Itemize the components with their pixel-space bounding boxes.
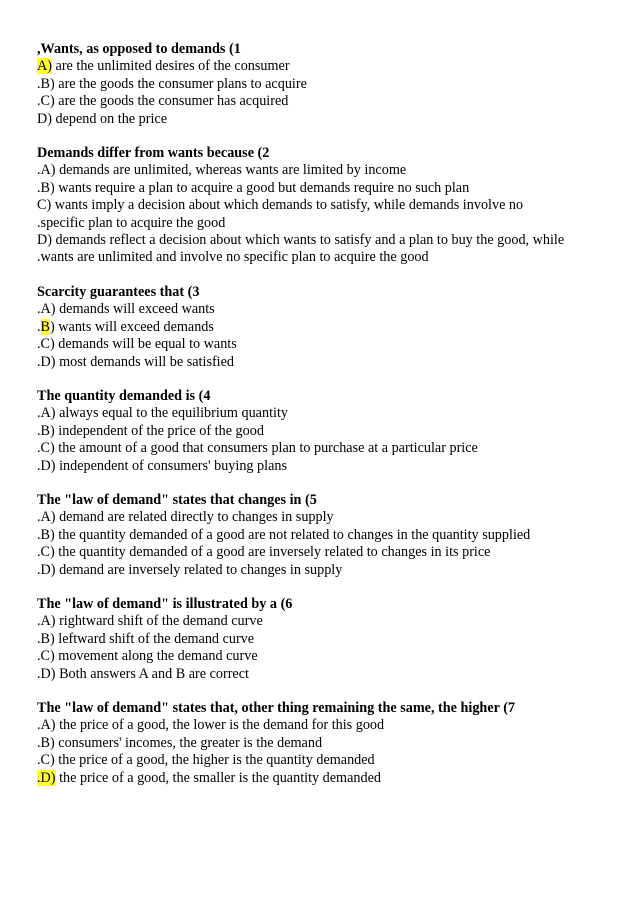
question-block bbox=[37, 596, 617, 683]
question-title: ,Wants, as opposed to demands (1 bbox=[37, 41, 241, 57]
option-text: .C) are the goods the consumer has acquired bbox=[37, 93, 289, 110]
answer-option bbox=[37, 76, 617, 93]
option-text: .B) wants require a plan to acquire a good but demands require no such plan bbox=[37, 179, 470, 196]
answer-option bbox=[37, 354, 617, 371]
answer-option bbox=[37, 249, 617, 266]
answer-option bbox=[37, 440, 617, 457]
question-block bbox=[37, 388, 617, 475]
answer-option bbox=[37, 752, 617, 769]
option-text: .wants are unlimited and involve no specific plan to acquire the good bbox=[37, 249, 429, 266]
option-text: .C) movement along the demand curve bbox=[37, 648, 258, 665]
option-text: .A) the price of a good, the lower is the demand for this good bbox=[37, 717, 385, 734]
question-title: The "law of demand" is illustrated by a (6 bbox=[37, 595, 293, 612]
option-text: .A) always equal to the equilibrium quantity bbox=[37, 405, 288, 422]
answer-option bbox=[37, 666, 617, 683]
question-title: The "law of demand" states that changes in (5 bbox=[37, 491, 317, 508]
answer-option bbox=[37, 613, 617, 630]
answer-option bbox=[37, 215, 617, 232]
question-block bbox=[37, 700, 617, 787]
option-text: .A) demands are unlimited, whereas wants are limited by income bbox=[37, 162, 407, 179]
answer-option bbox=[37, 770, 617, 787]
answer-option bbox=[37, 458, 617, 475]
answer-option bbox=[37, 735, 617, 752]
option-text: D) demands reflect a decision about which wants to satisfy and a plan to buy the good, while bbox=[37, 232, 565, 249]
option-text: D) depend on the price bbox=[37, 110, 168, 127]
option-text: ) wants will exceed demands bbox=[50, 318, 214, 335]
question-block bbox=[37, 145, 617, 267]
option-text: .D) independent of consumers' buying plans bbox=[37, 457, 287, 474]
option-prefix: . bbox=[37, 318, 41, 335]
option-text: .C) the quantity demanded of a good are inversely related to changes in its price bbox=[37, 544, 491, 561]
answer-option bbox=[37, 93, 617, 110]
option-text: .B) consumers' incomes, the greater is the demand bbox=[37, 734, 323, 751]
answer-option bbox=[37, 319, 617, 336]
option-text: .B) leftward shift of the demand curve bbox=[37, 630, 255, 647]
answer-option bbox=[37, 509, 617, 526]
quiz-document bbox=[37, 41, 617, 804]
option-text: .D) demand are inversely related to changes in supply bbox=[37, 561, 343, 578]
option-text: .B) are the goods the consumer plans to acquire bbox=[37, 75, 307, 92]
question-block bbox=[37, 41, 617, 128]
answer-option bbox=[37, 336, 617, 353]
option-text: .C) demands will be equal to wants bbox=[37, 336, 237, 353]
option-text: .specific plan to acquire the good bbox=[37, 214, 226, 231]
option-text: .A) demands will exceed wants bbox=[37, 301, 215, 318]
answer-option bbox=[37, 562, 617, 579]
option-text: C) wants imply a decision about which demands to satisfy, while demands involve no bbox=[37, 197, 524, 214]
highlighted-answer-marker: .D) bbox=[37, 769, 56, 786]
question-block bbox=[37, 284, 617, 371]
option-text: .B) the quantity demanded of a good are not related to changes in the quantity supplied bbox=[37, 526, 531, 543]
option-text: are the unlimited desires of the consumer bbox=[51, 58, 290, 75]
option-text: .B) independent of the price of the good bbox=[37, 422, 264, 439]
answer-option bbox=[37, 423, 617, 440]
option-text: .D) Both answers A and B are correct bbox=[37, 665, 249, 682]
answer-option bbox=[37, 301, 617, 318]
answer-option bbox=[37, 162, 617, 179]
question-title: The quantity demanded is (4 bbox=[37, 387, 211, 404]
answer-option bbox=[37, 631, 617, 648]
answer-option bbox=[37, 197, 617, 214]
answer-option bbox=[37, 648, 617, 665]
answer-option bbox=[37, 717, 617, 734]
option-text: .C) the price of a good, the higher is the quantity demanded bbox=[37, 752, 375, 769]
option-text: .A) demand are related directly to changes in supply bbox=[37, 509, 334, 526]
answer-option bbox=[37, 544, 617, 561]
answer-option bbox=[37, 527, 617, 544]
question-title: The "law of demand" states that, other thing remaining the same, the higher (7 bbox=[37, 700, 516, 716]
question-title: Scarcity guarantees that (3 bbox=[37, 283, 200, 300]
question-block bbox=[37, 492, 617, 579]
highlighted-answer-marker: A) bbox=[37, 58, 52, 75]
option-text: .D) most demands will be satisfied bbox=[37, 353, 235, 370]
option-text: .C) the amount of a good that consumers plan to purchase at a particular price bbox=[37, 440, 478, 457]
option-text: the price of a good, the smaller is the quantity demanded bbox=[55, 769, 381, 786]
answer-option bbox=[37, 111, 617, 128]
answer-option bbox=[37, 58, 617, 75]
answer-option bbox=[37, 232, 617, 249]
highlighted-answer-marker: B bbox=[40, 318, 51, 335]
answer-option bbox=[37, 405, 617, 422]
question-title: Demands differ from wants because (2 bbox=[37, 145, 270, 162]
answer-option bbox=[37, 180, 617, 197]
option-text: .A) rightward shift of the demand curve bbox=[37, 613, 263, 630]
